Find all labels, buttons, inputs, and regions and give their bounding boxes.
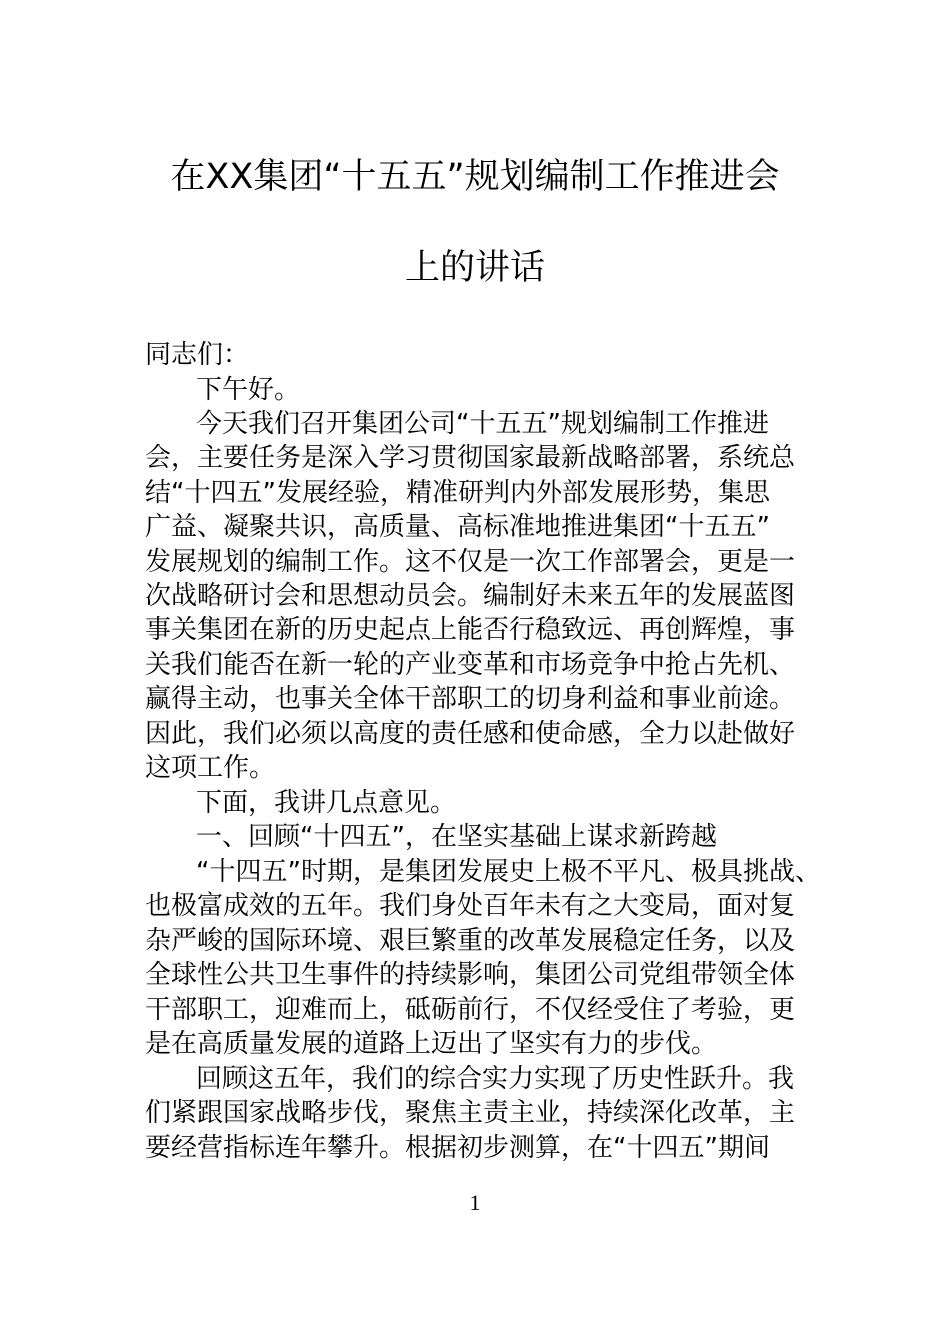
paragraph-line: 是在高质量发展的道路上迈出了坚实有力的步伐。 xyxy=(145,1029,718,1059)
intro-opinions: 下面，我讲几点意见。 xyxy=(196,788,457,818)
paragraph-line: “十四五”时期，是集团发展史上极不平凡、极具挑战、 xyxy=(196,857,821,887)
section-heading: 一、回顾“十四五”，在坚实基础上谋求新跨越 xyxy=(196,822,717,852)
page-number: 1 xyxy=(469,1190,481,1215)
greeting: 下午好。 xyxy=(196,375,301,405)
paragraph-line: 杂严峻的国际环境、艰巨繁重的改革发展稳定任务，以及 xyxy=(145,926,796,956)
paragraph-line: 关我们能否在新一轮的产业变革和市场竞争中抢占先机、 xyxy=(145,650,796,680)
paragraph-line: 今天我们召开集团公司“十五五”规划编制工作推进 xyxy=(196,409,769,439)
paragraph-line: 要经营指标连年攀升。根据初步测算，在“十四五”期间 xyxy=(145,1133,770,1163)
salutation: 同志们： xyxy=(145,340,250,370)
paragraph-line: 因此，我们必须以高度的责任感和使命感，全力以赴做好 xyxy=(145,719,796,749)
paragraph-line: 发展规划的编制工作。这不仅是一次工作部署会，更是一 xyxy=(145,547,796,577)
paragraph-line: 们紧跟国家战略步伐，聚焦主责主业，持续深化改革，主 xyxy=(145,1098,796,1128)
paragraph-line: 赢得主动，也事关全体干部职工的切身利益和事业前途。 xyxy=(145,684,796,714)
paragraph-line: 回顾这五年，我们的综合实力实现了历史性跃升。我 xyxy=(196,1064,795,1094)
paragraph-line: 次战略研讨会和思想动员会。编制好未来五年的发展蓝图 xyxy=(145,581,796,611)
paragraph-line: 这项工作。 xyxy=(145,753,276,783)
paragraph-line: 广益、凝聚共识，高质量、高标准地推进集团“十五五” xyxy=(145,512,770,542)
paragraph-line: 事关集团在新的历史起点上能否行稳致远、再创辉煌，事 xyxy=(145,615,796,645)
paragraph-line: 结“十四五”发展经验，精准研判内外部发展形势，集思 xyxy=(145,478,770,508)
paragraph-line: 会，主要任务是深入学习贯彻国家最新战略部署，系统总 xyxy=(145,443,796,473)
document-title-line-2: 上的讲话 xyxy=(404,248,545,288)
paragraph-line: 也极富成效的五年。我们身处百年未有之大变局，面对复 xyxy=(145,891,796,921)
paragraph-line: 全球性公共卫生事件的持续影响，集团公司党组带领全体 xyxy=(145,960,796,990)
paragraph-line: 干部职工，迎难而上，砥砺前行，不仅经受住了考验，更 xyxy=(145,995,796,1025)
document-title-line-1: 在XX集团“十五五”规划编制工作推进会 xyxy=(170,157,780,197)
